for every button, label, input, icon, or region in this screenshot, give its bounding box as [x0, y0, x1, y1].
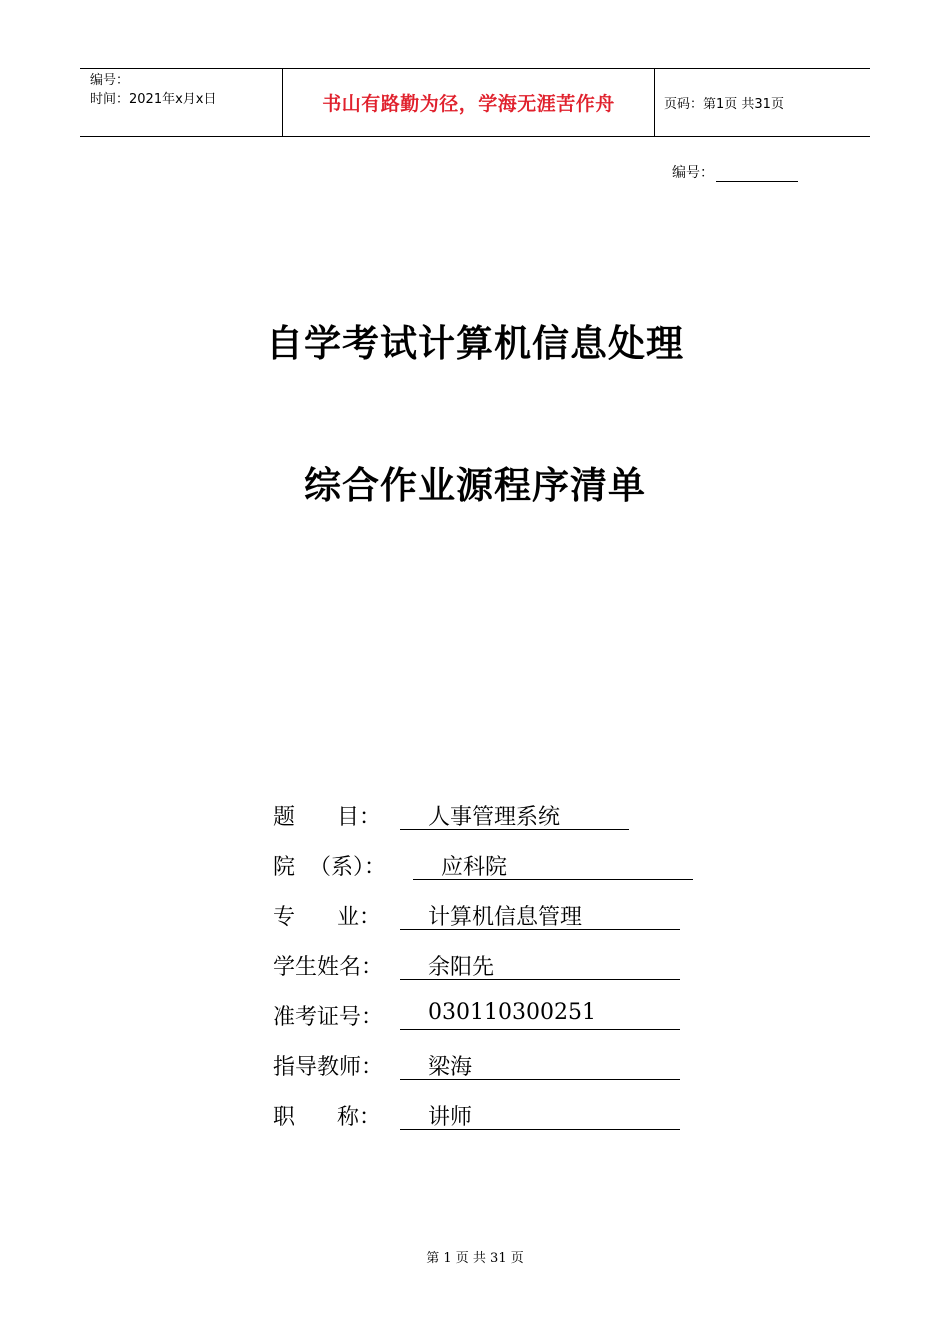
student-name-label: 学生姓名：	[273, 955, 384, 980]
department-value: 应科院	[413, 850, 693, 880]
page-title-line2: 综合作业源程序清单	[304, 464, 646, 507]
exam-id-label: 准考证号：	[273, 1005, 384, 1030]
major-value: 计算机信息管理	[400, 900, 680, 930]
job-title-label: 职 称：	[273, 1105, 381, 1130]
page-footer: 第 1 页 共 31 页	[426, 1251, 524, 1266]
department-label: 院 （系）：	[273, 855, 386, 880]
header-number-label: 编号：	[90, 73, 130, 88]
job-title-value: 讲师	[400, 1100, 680, 1130]
page-header	[80, 68, 870, 137]
major-label: 专 业：	[273, 905, 381, 930]
header-motto: 书山有路勤为径，学海无涯苦作舟	[282, 69, 655, 136]
exam-id-value: 030110300251	[400, 1000, 680, 1030]
header-page-info: 页码：第1页 共31页	[664, 97, 784, 112]
topic-value: 人事管理系统	[400, 800, 629, 830]
advisor-label: 指导教师：	[273, 1055, 384, 1080]
topic-label: 题 目：	[273, 805, 381, 830]
document-number	[672, 162, 798, 182]
page-title-line1: 自学考试计算机信息处理	[266, 322, 684, 365]
student-name-value: 余阳先	[400, 950, 680, 980]
document-number-label: 编号：	[672, 165, 714, 181]
document-number-blank	[716, 167, 798, 182]
advisor-value: 梁海	[400, 1050, 680, 1080]
header-left-cell	[80, 69, 282, 136]
header-time: 时间：2021年x月x日	[90, 92, 217, 107]
